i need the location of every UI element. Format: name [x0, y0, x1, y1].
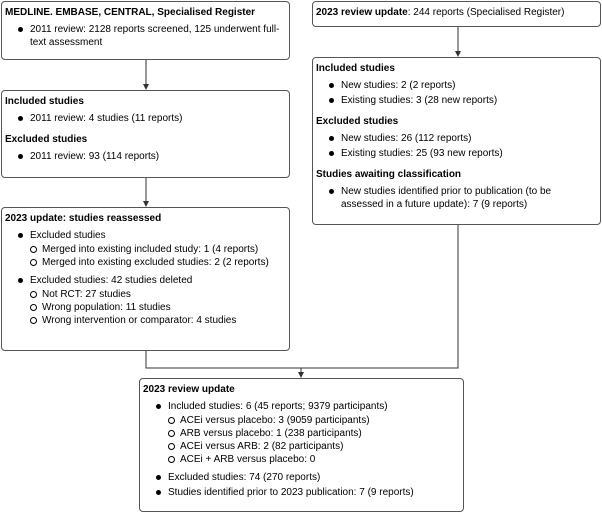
sub-list-item: ARB versus placebo: 1 (238 participants) — [168, 427, 458, 440]
box-2023-results — [312, 57, 601, 225]
sub-list-item: ACEi versus placebo: 3 (9059 participants) — [168, 414, 458, 427]
included-studies-heading: Included studies — [316, 63, 395, 74]
list-item: New studies: 26 (112 reports) — [316, 132, 595, 145]
list-item — [5, 229, 284, 269]
list-item: Existing studies: 25 (93 new reports) — [316, 147, 595, 160]
sub-list-item: ACEi versus ARB: 2 (82 participants) — [168, 440, 458, 453]
box-2023-search-title: 2023 review update — [316, 7, 408, 18]
list-item: Existing studies: 3 (28 new reports) — [316, 94, 595, 107]
excluded-studies-label: Excluded studies — [30, 230, 106, 241]
box-2011-search-title: MEDLINE. EMBASE, CENTRAL, Specialised Register — [5, 7, 256, 18]
awaiting-classification-heading: Studies awaiting classification — [316, 169, 462, 180]
box-2023-reassessed — [1, 207, 290, 351]
connector-2023-merge — [301, 225, 458, 368]
sub-list-item: Wrong population: 11 studies — [30, 301, 284, 314]
list-item — [5, 274, 284, 327]
box-2011-search — [1, 1, 290, 60]
list-item: New studies identified prior to publication (to be assessed in a future update): 7 (9 reports) — [316, 185, 595, 211]
list-item: Excluded studies: 74 (270 reports) — [143, 471, 458, 484]
list-item: 2011 review: 2128 reports screened, 125 underwent full-text assessment — [5, 23, 284, 49]
box-2023-search-text: : 244 reports (Specialised Register) — [407, 7, 565, 18]
list-item — [143, 400, 458, 466]
box-2023-search — [312, 1, 601, 27]
sub-list-item: Merged into existing included study: 1 (4 reports) — [30, 243, 284, 256]
excluded-studies-heading: Excluded studies — [5, 134, 88, 145]
final-update-heading: 2023 review update — [143, 384, 235, 395]
excluded-studies-heading: Excluded studies — [316, 116, 399, 127]
list-item: 2011 review: 93 (114 reports) — [5, 150, 284, 163]
box-2011-results — [1, 90, 290, 178]
box-2023-search-line — [316, 6, 595, 19]
reassessed-heading: 2023 update: studies reassessed — [5, 213, 162, 224]
sub-list-item: Not RCT: 27 studies — [30, 288, 284, 301]
list-item: 2011 review: 4 studies (11 reports) — [5, 112, 284, 125]
sub-list-item: Merged into existing excluded studies: 2 (2 reports) — [30, 256, 284, 269]
list-item: Studies identified prior to 2023 publication: 7 (9 reports) — [143, 486, 458, 499]
included-studies-heading: Included studies — [5, 96, 84, 107]
list-item: New studies: 2 (2 reports) — [316, 79, 595, 92]
sub-list-item: Wrong intervention or comparator: 4 studies — [30, 314, 284, 327]
sub-list-item: ACEi + ARB versus placebo: 0 — [168, 453, 458, 466]
deleted-studies-label: Excluded studies: 42 studies deleted — [30, 275, 193, 286]
box-final-update — [139, 378, 464, 512]
included-studies-label: Included studies: 6 (45 reports; 9379 participants) — [168, 401, 388, 412]
connector-reassessed-merge — [146, 351, 301, 368]
